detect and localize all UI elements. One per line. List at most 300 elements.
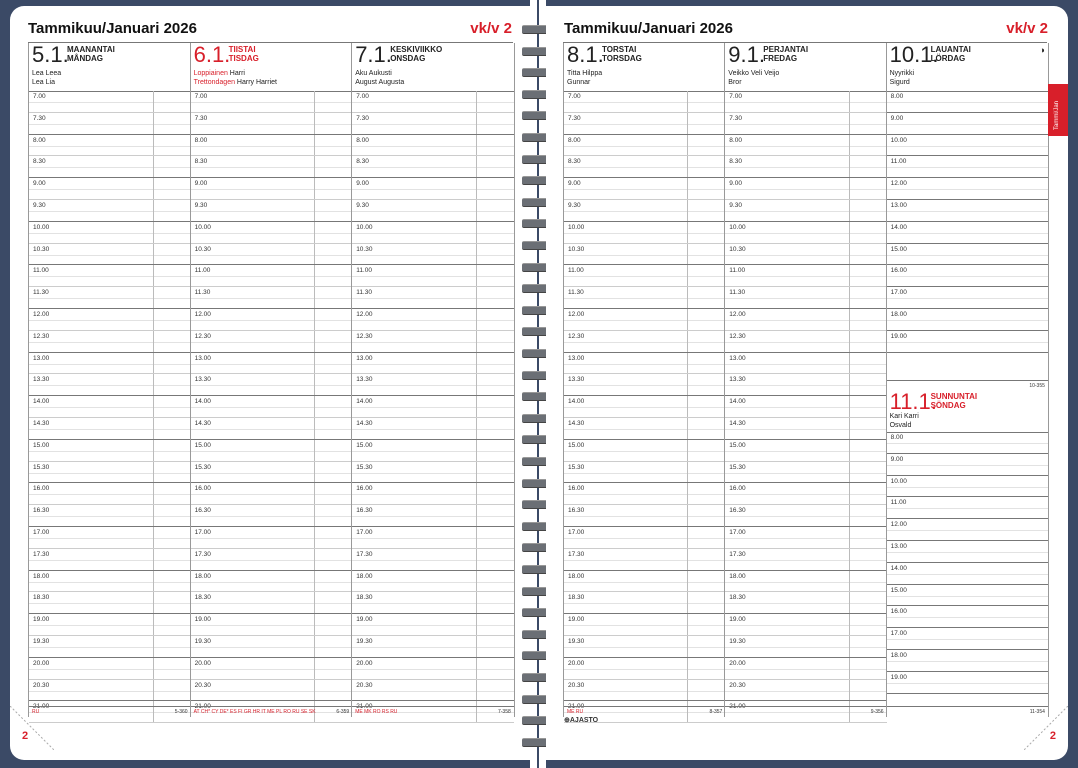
time-slot[interactable] (29, 396, 191, 418)
time-slot[interactable] (887, 287, 1048, 309)
slot-divider (887, 530, 1048, 531)
time-slot[interactable] (564, 200, 725, 222)
time-slot[interactable] (29, 549, 191, 571)
time-label: 14.30 (356, 420, 373, 427)
slot-subcolumn (153, 178, 191, 199)
time-slot[interactable] (725, 527, 886, 549)
time-slot[interactable] (887, 135, 1048, 157)
time-slot[interactable] (352, 374, 514, 396)
time-label: 17.30 (33, 550, 50, 558)
day-name-fi: LAUANTAI (930, 45, 971, 54)
time-slot[interactable] (29, 462, 191, 484)
time-label: 20.00 (194, 659, 211, 667)
time-slot[interactable] (29, 178, 191, 200)
time-slot[interactable] (352, 527, 514, 549)
time-label: 18.30 (356, 594, 373, 602)
time-slot[interactable] (191, 178, 353, 200)
time-label: 19.30 (194, 638, 211, 645)
slot-subcolumn (476, 549, 514, 570)
time-label: 19.30 (729, 638, 746, 645)
time-slot[interactable] (29, 571, 191, 593)
right-week-number: vk/v 2 (1006, 20, 1048, 37)
time-slot[interactable] (725, 113, 886, 135)
slot-subcolumn (687, 200, 725, 221)
time-label: 19.30 (568, 638, 585, 645)
time-label: 17.00 (890, 289, 907, 297)
time-slot[interactable] (352, 265, 514, 287)
time-slot[interactable] (564, 680, 725, 702)
slot-subcolumn (849, 462, 887, 483)
time-slot[interactable] (887, 563, 1048, 585)
time-label: 10.30 (729, 245, 746, 253)
time-slot[interactable] (29, 374, 191, 396)
time-slot[interactable] (29, 331, 191, 353)
time-slot[interactable] (29, 505, 191, 527)
time-slot[interactable] (191, 265, 353, 287)
time-slot[interactable] (887, 200, 1048, 222)
slot-subcolumn (687, 592, 725, 613)
slot-divider (887, 233, 1048, 234)
time-label: 15.00 (568, 441, 585, 449)
time-slot[interactable] (29, 527, 191, 549)
time-slot[interactable] (564, 505, 725, 527)
day-number: 5.1. (32, 42, 69, 67)
day-header (887, 43, 1048, 92)
time-label: 14.30 (568, 420, 585, 427)
time-label: 10.00 (890, 477, 907, 485)
time-slot[interactable] (29, 418, 191, 440)
time-slot[interactable] (725, 178, 886, 200)
time-slot[interactable] (564, 527, 725, 549)
day-footer (352, 706, 514, 717)
time-label: 13.30 (194, 376, 211, 384)
name-days (194, 69, 277, 87)
time-slot[interactable] (564, 396, 725, 418)
time-slot[interactable] (29, 91, 191, 113)
slot-subcolumn (849, 353, 887, 374)
footer-country-codes: ME MK RO RS RU (355, 709, 398, 715)
time-slot[interactable] (887, 156, 1048, 178)
time-label: 17.00 (568, 529, 585, 536)
time-slot[interactable] (887, 497, 1048, 519)
time-slot[interactable] (564, 156, 725, 178)
time-slot[interactable] (887, 585, 1048, 607)
time-slot[interactable] (352, 244, 514, 266)
time-slot[interactable] (191, 636, 353, 658)
time-label: 20.00 (33, 659, 50, 667)
time-label: 15.00 (194, 441, 211, 449)
slot-subcolumn (687, 614, 725, 635)
time-slot[interactable] (564, 658, 725, 680)
time-label: 16.30 (729, 507, 746, 515)
time-label: 13.00 (356, 354, 373, 362)
time-slot[interactable] (191, 592, 353, 614)
time-slot[interactable] (191, 483, 353, 505)
time-slot[interactable] (725, 636, 886, 658)
time-slot[interactable] (29, 440, 191, 462)
slot-subcolumn (476, 614, 514, 635)
time-slot[interactable] (352, 680, 514, 702)
time-slot[interactable] (564, 265, 725, 287)
slot-subcolumn (849, 331, 887, 352)
time-label: 16.30 (33, 507, 50, 515)
time-slot[interactable] (564, 636, 725, 658)
time-slot[interactable] (29, 353, 191, 375)
time-slot[interactable] (887, 454, 1048, 476)
slot-subcolumn (687, 178, 725, 199)
time-slot[interactable] (352, 353, 514, 375)
slot-subcolumn (476, 527, 514, 548)
name-day-line (194, 78, 277, 87)
time-slot[interactable] (725, 571, 886, 593)
time-slot[interactable] (352, 505, 514, 527)
day-name (763, 45, 808, 63)
name-day-line: Aku Aukusti (355, 70, 392, 77)
time-slot[interactable] (725, 265, 886, 287)
time-slot[interactable] (564, 309, 725, 331)
time-slot[interactable] (29, 592, 191, 614)
time-slot[interactable] (887, 606, 1048, 628)
time-slot[interactable] (191, 309, 353, 331)
left-corner-fold (10, 706, 54, 750)
time-slot[interactable] (725, 396, 886, 418)
slot-subcolumn (476, 483, 514, 504)
time-slot[interactable] (29, 287, 191, 309)
time-slot[interactable] (191, 527, 353, 549)
slot-subcolumn (849, 418, 887, 439)
time-slot[interactable] (564, 549, 725, 571)
time-slot[interactable] (887, 476, 1048, 498)
time-slot[interactable] (191, 287, 353, 309)
time-label: 20.00 (729, 659, 746, 667)
slot-subcolumn (849, 592, 887, 613)
slot-divider (887, 211, 1048, 212)
time-slot[interactable] (191, 505, 353, 527)
slot-divider (887, 465, 1048, 466)
time-slot[interactable] (887, 265, 1048, 287)
time-slot[interactable] (564, 353, 725, 375)
name-day-rest: Harry Harriet (234, 79, 277, 86)
time-slot[interactable] (887, 650, 1048, 672)
time-slot[interactable] (725, 462, 886, 484)
time-slot[interactable] (725, 309, 886, 331)
time-label: 14.00 (729, 398, 746, 406)
time-label: 12.30 (568, 332, 585, 340)
slot-subcolumn (687, 156, 725, 177)
moon-phase-icon: ◑ (1039, 45, 1045, 55)
time-label: 10.00 (568, 223, 585, 231)
time-slot[interactable] (564, 440, 725, 462)
slot-subcolumn (153, 353, 191, 374)
time-slot[interactable] (564, 571, 725, 593)
day-number: 9.1. (728, 42, 765, 67)
slot-subcolumn (687, 331, 725, 352)
time-slot[interactable] (29, 244, 191, 266)
time-slot[interactable] (29, 636, 191, 658)
time-slot[interactable] (352, 462, 514, 484)
time-label: 14.00 (356, 398, 373, 406)
time-label: 13.00 (568, 354, 585, 362)
time-slot[interactable] (352, 156, 514, 178)
time-label: 21.00 (194, 703, 211, 711)
time-label: 10.30 (194, 245, 211, 253)
time-slot[interactable] (191, 331, 353, 353)
slot-subcolumn (849, 200, 887, 221)
slot-subcolumn (314, 636, 352, 657)
footer-day-of-year: 6-359 (336, 709, 350, 715)
time-slot[interactable] (29, 222, 191, 244)
time-slot[interactable] (725, 222, 886, 244)
time-slot[interactable] (352, 483, 514, 505)
time-slot[interactable] (352, 331, 514, 353)
time-slot[interactable] (191, 680, 353, 702)
time-slot[interactable] (887, 91, 1048, 113)
time-slot[interactable] (887, 519, 1048, 541)
time-label: 9.00 (890, 114, 904, 122)
slot-subcolumn (687, 222, 725, 243)
time-slot[interactable] (887, 628, 1048, 650)
time-slot[interactable] (887, 331, 1048, 353)
time-label: 17.30 (356, 550, 373, 558)
time-label: 16.00 (890, 267, 907, 275)
slot-subcolumn (476, 571, 514, 592)
time-slot[interactable] (352, 614, 514, 636)
time-label: 10.00 (890, 136, 907, 144)
time-slot[interactable] (725, 418, 886, 440)
time-slot[interactable] (29, 265, 191, 287)
slot-subcolumn (476, 658, 514, 679)
time-slot[interactable] (352, 222, 514, 244)
time-slot[interactable] (352, 113, 514, 135)
time-label: 7.00 (729, 93, 742, 100)
time-slot[interactable] (191, 222, 353, 244)
time-slot[interactable] (352, 178, 514, 200)
name-day-line: Bror (728, 79, 742, 86)
time-label: 11.30 (568, 289, 584, 297)
time-slot[interactable] (564, 244, 725, 266)
time-slot[interactable] (564, 483, 725, 505)
time-label: 15.30 (33, 463, 50, 471)
slot-subcolumn (314, 156, 352, 177)
slot-subcolumn (849, 309, 887, 330)
time-slot[interactable] (191, 440, 353, 462)
left-day-grid (28, 42, 513, 717)
time-label: 13.30 (729, 376, 746, 384)
time-slot[interactable] (29, 614, 191, 636)
slot-subcolumn (849, 287, 887, 308)
time-slot[interactable] (352, 549, 514, 571)
time-slot[interactable] (191, 244, 353, 266)
time-slot[interactable] (29, 200, 191, 222)
time-label: 16.00 (568, 485, 585, 493)
time-label: 18.30 (568, 594, 585, 602)
time-slot[interactable] (564, 462, 725, 484)
time-slot[interactable] (352, 440, 514, 462)
time-slot[interactable] (191, 418, 353, 440)
time-slot[interactable] (887, 541, 1048, 563)
time-slot[interactable] (352, 309, 514, 331)
slot-subcolumn (687, 353, 725, 374)
time-slot[interactable] (725, 592, 886, 614)
slot-subcolumn (687, 658, 725, 679)
time-slot[interactable] (191, 658, 353, 680)
time-slot[interactable] (725, 374, 886, 396)
slot-subcolumn (153, 658, 191, 679)
day-header (29, 43, 191, 92)
time-slot[interactable] (352, 287, 514, 309)
slot-subcolumn (314, 265, 352, 286)
time-label: 20.30 (568, 681, 585, 689)
time-slot[interactable] (887, 113, 1048, 135)
time-slot[interactable] (725, 331, 886, 353)
time-label: 9.00 (729, 180, 742, 188)
name-day-rest: Harri (227, 70, 245, 77)
time-slot[interactable] (887, 309, 1048, 331)
slot-subcolumn (314, 440, 352, 461)
time-label: 15.30 (729, 463, 746, 471)
time-slot[interactable] (564, 113, 725, 135)
slot-subcolumn (476, 91, 514, 112)
time-slot[interactable] (725, 614, 886, 636)
time-slot[interactable] (191, 91, 353, 113)
time-slot[interactable] (191, 396, 353, 418)
time-slot[interactable] (29, 156, 191, 178)
time-slot[interactable] (191, 135, 353, 157)
month-tab[interactable] (1048, 84, 1068, 136)
time-slot[interactable] (352, 200, 514, 222)
slot-subcolumn (687, 244, 725, 265)
time-slot[interactable] (191, 353, 353, 375)
slot-divider (887, 276, 1048, 277)
time-slot[interactable] (564, 374, 725, 396)
time-slot[interactable] (725, 91, 886, 113)
time-slot[interactable] (29, 309, 191, 331)
day-name-sv: LÖRDAG (930, 54, 966, 63)
time-slot[interactable] (725, 135, 886, 157)
slot-subcolumn (314, 396, 352, 417)
time-label: 9.30 (729, 202, 742, 209)
slot-divider (887, 596, 1048, 597)
time-slot[interactable] (725, 353, 886, 375)
time-label: 16.00 (194, 485, 211, 493)
time-label: 17.00 (33, 529, 50, 536)
slot-subcolumn (153, 614, 191, 635)
time-slot[interactable] (564, 91, 725, 113)
slot-subcolumn (314, 309, 352, 330)
time-slot[interactable] (352, 396, 514, 418)
time-slot[interactable] (725, 244, 886, 266)
time-slot[interactable] (352, 658, 514, 680)
day-name (67, 45, 115, 63)
time-label: 19.30 (33, 638, 50, 645)
time-slot[interactable] (725, 658, 886, 680)
time-label: 21.00 (568, 703, 585, 711)
time-label: 8.30 (356, 158, 369, 166)
time-label: 9.00 (568, 180, 581, 188)
time-slot[interactable] (191, 462, 353, 484)
time-slot[interactable] (564, 331, 725, 353)
slot-subcolumn (476, 331, 514, 352)
time-slot[interactable] (725, 440, 886, 462)
time-slot[interactable] (887, 244, 1048, 266)
slot-subcolumn (314, 680, 352, 701)
slot-subcolumn (687, 549, 725, 570)
time-slot[interactable] (191, 374, 353, 396)
time-label: 12.00 (33, 311, 50, 318)
time-slot[interactable] (887, 222, 1048, 244)
time-slot[interactable] (29, 135, 191, 157)
time-slot[interactable] (191, 571, 353, 593)
time-slot[interactable] (191, 113, 353, 135)
time-label: 11.00 (729, 267, 746, 275)
time-slot[interactable] (564, 287, 725, 309)
slot-subcolumn (849, 156, 887, 177)
time-slot[interactable] (564, 592, 725, 614)
time-slot[interactable] (725, 549, 886, 571)
time-slot[interactable] (564, 418, 725, 440)
time-slot[interactable] (725, 156, 886, 178)
time-slot[interactable] (191, 549, 353, 571)
slot-divider (887, 661, 1048, 662)
time-slot[interactable] (29, 658, 191, 680)
time-slot[interactable] (352, 91, 514, 113)
slot-subcolumn (153, 571, 191, 592)
footer-day-of-year: 8-357 (709, 709, 723, 715)
time-slot[interactable] (191, 200, 353, 222)
time-slot[interactable] (564, 135, 725, 157)
sunday-block (887, 390, 1048, 717)
time-slot[interactable] (725, 483, 886, 505)
time-slot[interactable] (29, 113, 191, 135)
slot-subcolumn (153, 462, 191, 483)
time-slot[interactable] (887, 432, 1048, 454)
time-slot[interactable] (352, 592, 514, 614)
time-slot[interactable] (725, 680, 886, 702)
time-label: 11.30 (356, 289, 372, 297)
name-days (32, 69, 61, 87)
time-slot[interactable] (29, 483, 191, 505)
time-slot[interactable] (29, 680, 191, 702)
time-slot[interactable] (564, 614, 725, 636)
time-slot[interactable] (191, 614, 353, 636)
time-slot[interactable] (352, 571, 514, 593)
time-slot[interactable] (564, 222, 725, 244)
time-label: 20.30 (194, 681, 211, 689)
time-slot[interactable] (725, 287, 886, 309)
time-slot[interactable] (352, 636, 514, 658)
time-slot[interactable] (725, 200, 886, 222)
time-label: 18.30 (33, 594, 50, 602)
time-label: 17.00 (356, 529, 373, 536)
slot-subcolumn (476, 265, 514, 286)
time-slot[interactable] (887, 178, 1048, 200)
time-label: 21.00 (729, 703, 746, 711)
time-slot[interactable] (352, 418, 514, 440)
time-label: 15.00 (890, 586, 907, 594)
time-slot[interactable] (887, 672, 1048, 694)
footer-day-of-year: 9-356 (870, 709, 884, 715)
slot-subcolumn (153, 244, 191, 265)
time-label: 12.30 (194, 332, 211, 340)
time-slot[interactable] (725, 505, 886, 527)
time-slot[interactable] (564, 178, 725, 200)
time-slot[interactable] (352, 135, 514, 157)
time-slot[interactable] (191, 156, 353, 178)
day-header (191, 43, 353, 92)
slot-subcolumn (687, 135, 725, 156)
brand-logo: ⊕AJASTO (564, 717, 599, 724)
time-label: 10.30 (568, 245, 585, 253)
